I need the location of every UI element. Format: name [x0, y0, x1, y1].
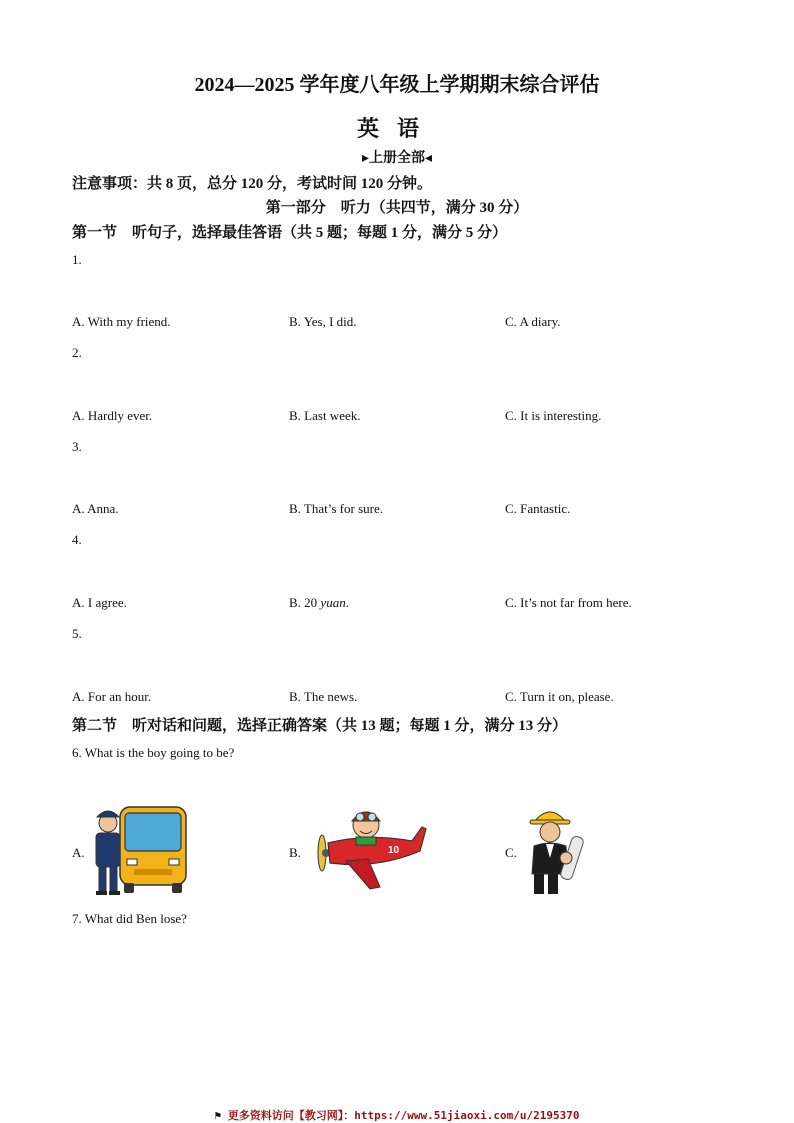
engineer-picture	[522, 802, 592, 898]
option-c: C. A diary.	[505, 314, 561, 329]
exam-notice: 注意事项：共 8 页，总分 120 分，考试时间 120 分钟。	[72, 176, 433, 192]
question-number: 5.	[72, 626, 82, 641]
option-a: A. With my friend.	[72, 314, 171, 329]
option-a: A. Hardly ever.	[72, 408, 153, 423]
option-b-suffix: .	[345, 595, 349, 610]
option-b	[289, 595, 349, 611]
option-b-prefix: B. 20	[289, 595, 321, 610]
option-c: C. Fantastic.	[505, 501, 571, 516]
section-2-title: 第二节 听对话和问题，选择正确答案（共 13 题；每题 1 分，满分 13 分）	[72, 718, 568, 734]
option-b: B. Yes, I did.	[289, 314, 357, 329]
question-number: 3.	[72, 439, 82, 454]
question-number: 4.	[72, 532, 82, 547]
option-c: C. It is interesting.	[505, 408, 602, 423]
bus-driver-picture	[90, 803, 190, 895]
part-title: 第一部分 听力（共四节，满分 30 分）	[265, 200, 529, 216]
option-b: B. The news.	[289, 689, 358, 704]
subject-title: 英语	[356, 116, 437, 141]
question-7-text: 7. What did Ben lose?	[72, 911, 187, 926]
option-a: A. I agree.	[72, 595, 127, 610]
option-a: A. For an hour.	[72, 689, 152, 704]
question-number: 1.	[72, 252, 82, 267]
section-1-title: 第一节 听句子，选择最佳答语（共 5 题；每题 1 分，满分 5 分）	[72, 225, 508, 241]
option-b: B.	[289, 845, 301, 860]
question-6-text: 6. What is the boy going to be?	[72, 745, 235, 760]
pilot-plane-picture	[308, 803, 428, 897]
option-a: A. Anna.	[72, 501, 119, 516]
flag-icon: ⚑	[214, 1109, 222, 1122]
exam-scope: ▸上册全部◂	[361, 151, 433, 166]
option-c: C.	[505, 845, 517, 860]
option-b-unit: yuan	[320, 595, 346, 610]
option-c: C. Turn it on, please.	[505, 689, 614, 704]
option-c: C. It’s not far from here.	[505, 595, 632, 610]
option-a: A.	[72, 845, 85, 860]
footer-text[interactable]: 更多资料访问【教习网】：https://www.51jiaoxi.com/u/2195370	[227, 1109, 580, 1122]
footer-link[interactable]	[0, 1107, 794, 1123]
option-b: B. Last week.	[289, 408, 361, 423]
question-number: 2.	[72, 345, 82, 360]
option-b: B. That’s for sure.	[289, 501, 383, 516]
svg-text:10: 10	[388, 845, 400, 856]
exam-title: 2024—2025 学年度八年级上学期期末综合评估	[194, 74, 600, 96]
